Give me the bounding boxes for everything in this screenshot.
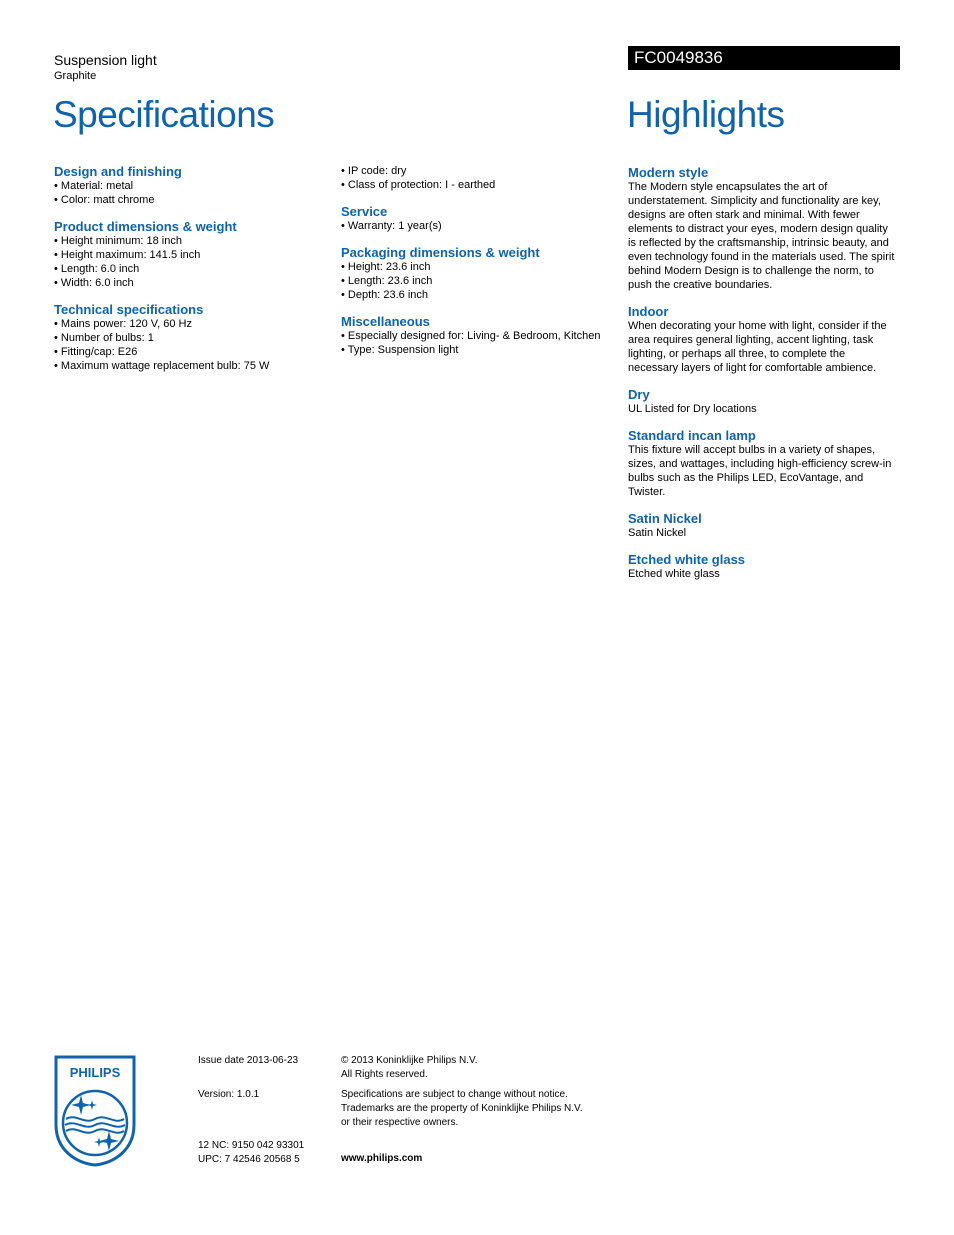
spec-section-title: Service [341, 204, 388, 219]
copyright [341, 1054, 478, 1082]
highlight-line: Twister. [628, 486, 666, 498]
copyright-line: All Rights reserved. [341, 1069, 428, 1080]
highlight-line: Etched white glass [628, 568, 720, 580]
specifications-title: Specifications [53, 94, 275, 135]
highlight-title: Satin Nickel [628, 511, 702, 526]
spec-section-design [54, 164, 334, 207]
highlight-text [628, 319, 900, 375]
highlight-title: Standard incan lamp [628, 428, 756, 443]
specifications-column-1 [54, 164, 334, 385]
spec-item: • Height: 23.6 inch [341, 260, 621, 274]
svg-text:PHILIPS: PHILIPS [69, 1065, 121, 1080]
highlights-title: Highlights [627, 94, 785, 135]
highlight-standard-incan-lamp [628, 428, 900, 499]
highlight-indoor [628, 304, 900, 375]
spec-list [54, 179, 334, 207]
spec-item: • IP code: dry [341, 164, 621, 178]
product-code: FC0049836 [634, 48, 723, 67]
spec-section-dimensions [54, 219, 334, 290]
copyright-line: © 2013 Koninklijke Philips N.V. [341, 1055, 478, 1066]
highlight-line: sizes, and wattages, including high-efficiency screw-in [628, 458, 892, 470]
highlight-line: designs are often stark and minimal. With fewer [628, 209, 860, 221]
spec-section-title: Design and finishing [54, 164, 182, 179]
spec-list [341, 219, 621, 233]
highlight-line: Satin Nickel [628, 527, 687, 539]
spec-item: • Height maximum: 141.5 inch [54, 248, 334, 262]
spec-item: • Color: matt chrome [54, 193, 334, 207]
highlight-line: push the creative boundaries. [628, 279, 773, 291]
highlight-text [628, 180, 900, 292]
spec-item: • Warranty: 1 year(s) [341, 219, 621, 233]
highlight-text [628, 443, 900, 499]
highlight-line: When decorating your home with light, consider if the [628, 320, 887, 332]
highlight-modern-style [628, 165, 900, 292]
disclaimer-line: or their respective owners. [341, 1117, 459, 1128]
issue-date: Issue date 2013-06-23 [198, 1055, 299, 1066]
disclaimer-line: Specifications are subject to change without notice. [341, 1089, 568, 1100]
website-link[interactable]: www.philips.com [341, 1153, 423, 1164]
spec-section-title: Product dimensions & weight [54, 219, 237, 234]
highlight-text [628, 402, 900, 416]
philips-shield-logo [54, 1055, 136, 1167]
spec-item: • Width: 6.0 inch [54, 276, 334, 290]
spec-section-service [341, 204, 621, 233]
product-color: Graphite [54, 70, 97, 82]
spec-item: • Mains power: 120 V, 60 Hz [54, 317, 334, 331]
spec-item: • Fitting/cap: E26 [54, 345, 334, 359]
spec-section-title: Packaging dimensions & weight [341, 245, 540, 260]
highlight-title: Etched white glass [628, 552, 746, 567]
highlight-line: The Modern style encapsulates the art of [628, 181, 828, 193]
spec-section-misc [341, 314, 621, 357]
highlight-dry [628, 387, 900, 416]
highlight-line: area requires general lighting, accent lighting, task [628, 334, 874, 346]
spec-item: • Class of protection: I - earthed [341, 178, 621, 192]
spec-item: • Material: metal [54, 179, 334, 193]
highlight-title: Dry [628, 387, 650, 402]
spec-list [54, 317, 334, 373]
spec-item: • Type: Suspension light [341, 343, 621, 357]
highlight-text [628, 567, 900, 581]
spec-section-technical [54, 302, 334, 373]
spec-item: • Height minimum: 18 inch [54, 234, 334, 248]
highlight-line: behind Modern Design is to challenge the norm, to [628, 265, 874, 277]
spec-item: • Depth: 23.6 inch [341, 288, 621, 302]
highlight-title: Modern style [628, 165, 709, 180]
highlight-line: elements to distract your eyes, modern design quality [628, 223, 888, 235]
nc-code: 12 NC: 9150 042 93301 [198, 1140, 305, 1151]
upc-code: UPC: 7 42546 20568 5 [198, 1154, 300, 1165]
spec-section-packaging [341, 245, 621, 302]
product-identifiers [198, 1139, 304, 1167]
highlight-line: understatement. Simplicity and functionality are key, [628, 195, 881, 207]
highlight-line: lighting, or perhaps all three, to complete the [628, 348, 846, 360]
highlights-column [628, 165, 900, 593]
spec-section-title: Technical specifications [54, 302, 204, 317]
spec-list [341, 164, 621, 192]
spec-list [54, 234, 334, 290]
highlight-line: This fixture will accept bulbs in a variety of shapes, [628, 444, 876, 456]
highlight-satin-nickel [628, 511, 900, 540]
spec-item: • Number of bulbs: 1 [54, 331, 334, 345]
highlight-line: is reflected by the craftsmanship, intrinsic beauty, and [628, 237, 889, 249]
highlight-line: even technology found in the materials used. The spirit [628, 251, 895, 263]
disclaimer-line: Trademarks are the property of Koninklijke Philips N.V. [341, 1103, 583, 1114]
spec-section-title: Miscellaneous [341, 314, 430, 329]
specifications-column-2 [341, 164, 621, 369]
highlight-title: Indoor [628, 304, 669, 319]
version: Version: 1.0.1 [198, 1089, 260, 1100]
product-name: Suspension light [54, 52, 157, 68]
highlight-etched-white-glass [628, 552, 900, 581]
spec-item: • Maximum wattage replacement bulb: 75 W [54, 359, 334, 373]
spec-item: • Especially designed for: Living- & Bedroom, Kitchen [341, 329, 621, 343]
spec-item: • Length: 23.6 inch [341, 274, 621, 288]
spec-list [341, 329, 621, 357]
highlight-line: necessary layers of light for comfortable ambience. [628, 362, 877, 374]
disclaimer [341, 1088, 621, 1130]
spec-list [341, 260, 621, 302]
highlight-line: UL Listed for Dry locations [628, 403, 757, 415]
highlight-line: bulbs such as the Philips LED, EcoVantage, and [628, 472, 864, 484]
spec-item: • Length: 6.0 inch [54, 262, 334, 276]
spec-section-protection [341, 164, 621, 192]
highlight-text [628, 526, 900, 540]
